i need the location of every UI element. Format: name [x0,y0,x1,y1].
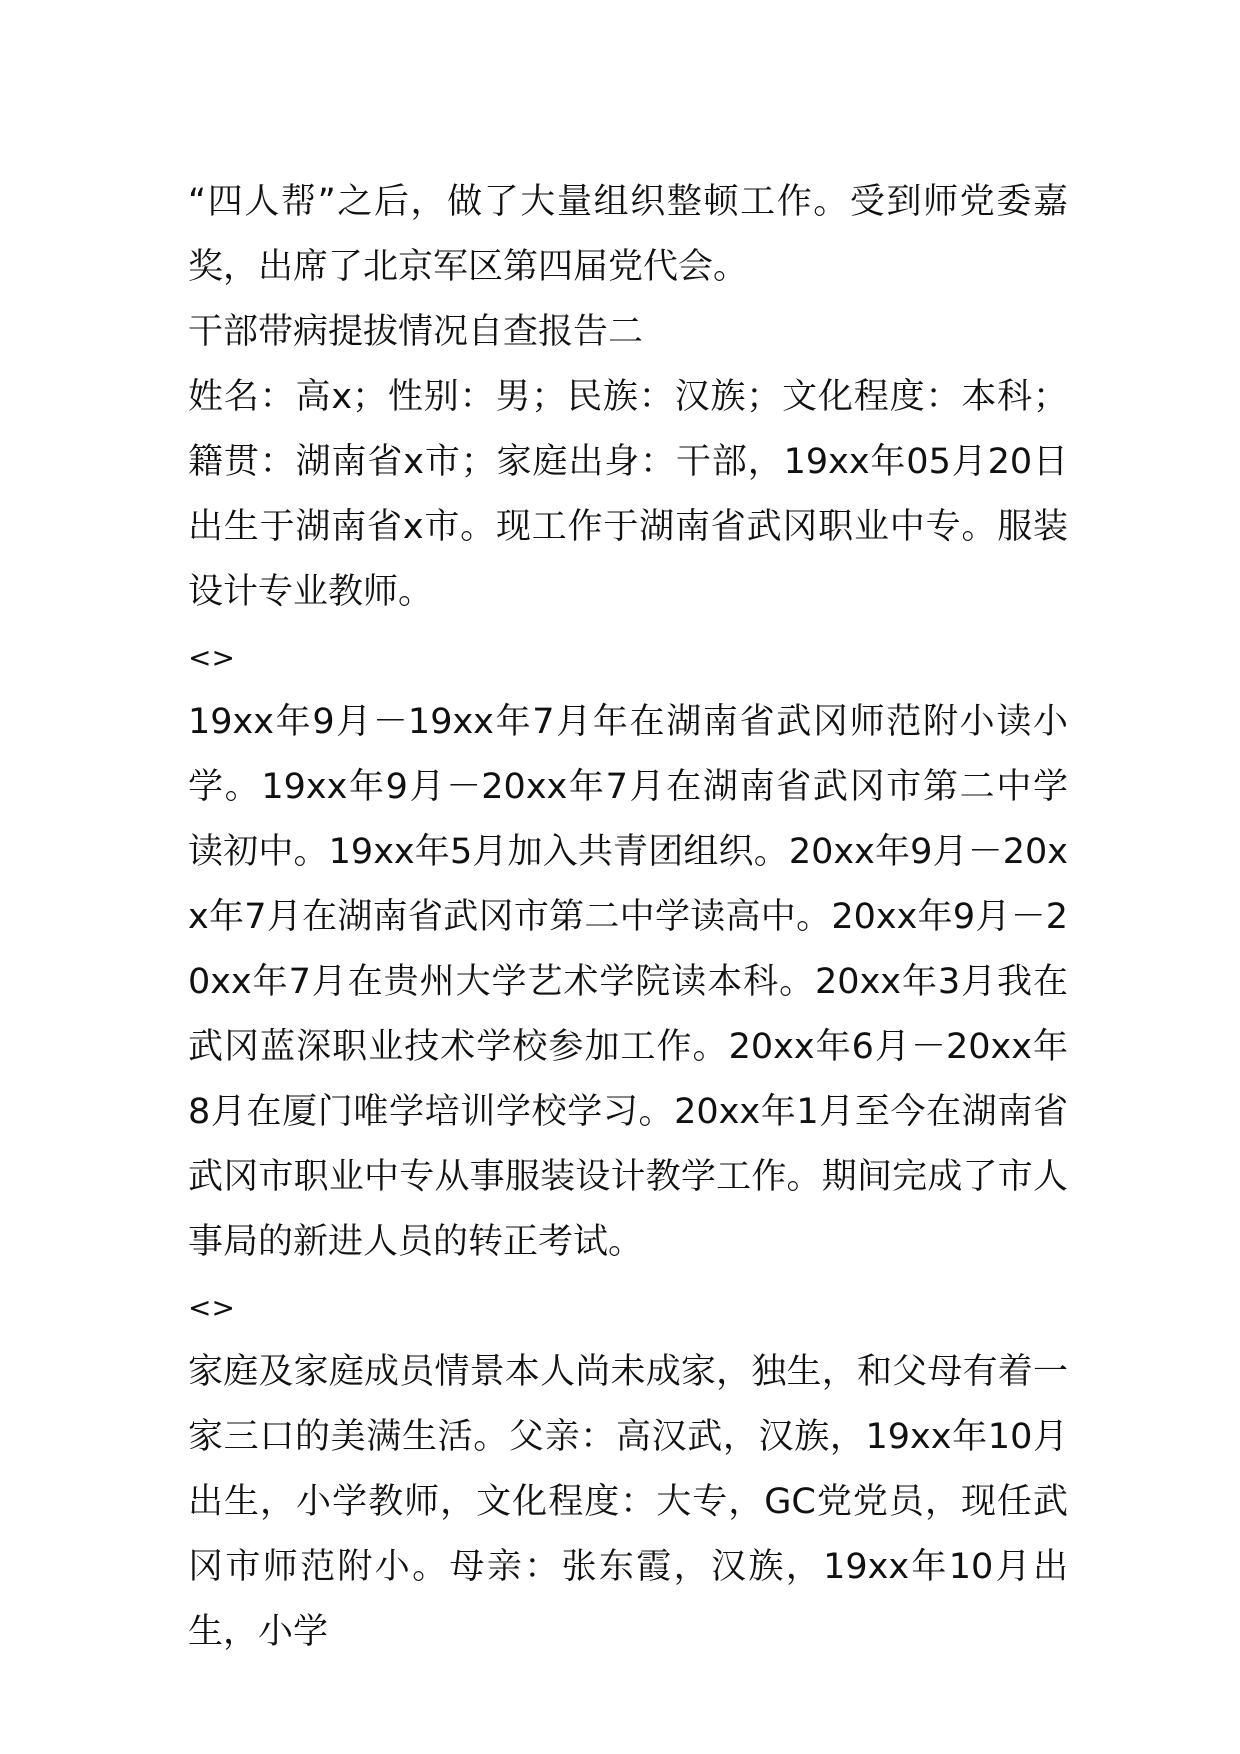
document-body [188,170,1068,1665]
paragraph-family-info: 家庭及家庭成员情景本人尚未成家，独生，和父母有着一家三口的美满生活。父亲：高汉武，汉族，19xx年10月出生，小学教师，文化程度：大专，GC党党员，现任武冈市师范附小。母亲：张东霞，汉族，19xx年10月出生，小学 [188,1352,1068,1652]
separator-marker: <> [188,1291,235,1324]
paragraph-award: “四人帮”之后，做了大量组织整顿工作。受到师党委嘉奖，出席了北京军区第四届党代会。 [188,182,1068,287]
separator-marker: <> [188,641,235,674]
paragraph-personal-info: 姓名：高x；性别：男；民族：汉族；文化程度：本科；籍贯：湖南省x市；家庭出身：干部，19xx年05月20日出生于湖南省x市。现工作于湖南省武冈职业中专。服装设计专业教师。 [188,377,1068,612]
paragraph-education-history: 19xx年9月－19xx年7月年在湖南省武冈师范附小读小学。19xx年9月－20xx年7月在湖南省武冈市第二中学读初中。19xx年5月加入共青团组织。20xx年9月－20xx年7月在湖南省武冈市第二中学读高中。20xx年9月－20xx年7月在贵州大学艺术学院读本科。20xx年3月我在武冈蓝深职业技术学校参加工作。20xx年6月－20xx年8月在厦门唯学培训学校学习。20xx年1月至今在湖南省武冈市职业中专从事服装设计教学工作。期间完成了市人事局的新进人员的转正考试。 [188,702,1068,1262]
section-heading: 干部带病提拔情况自查报告二 [188,312,644,352]
